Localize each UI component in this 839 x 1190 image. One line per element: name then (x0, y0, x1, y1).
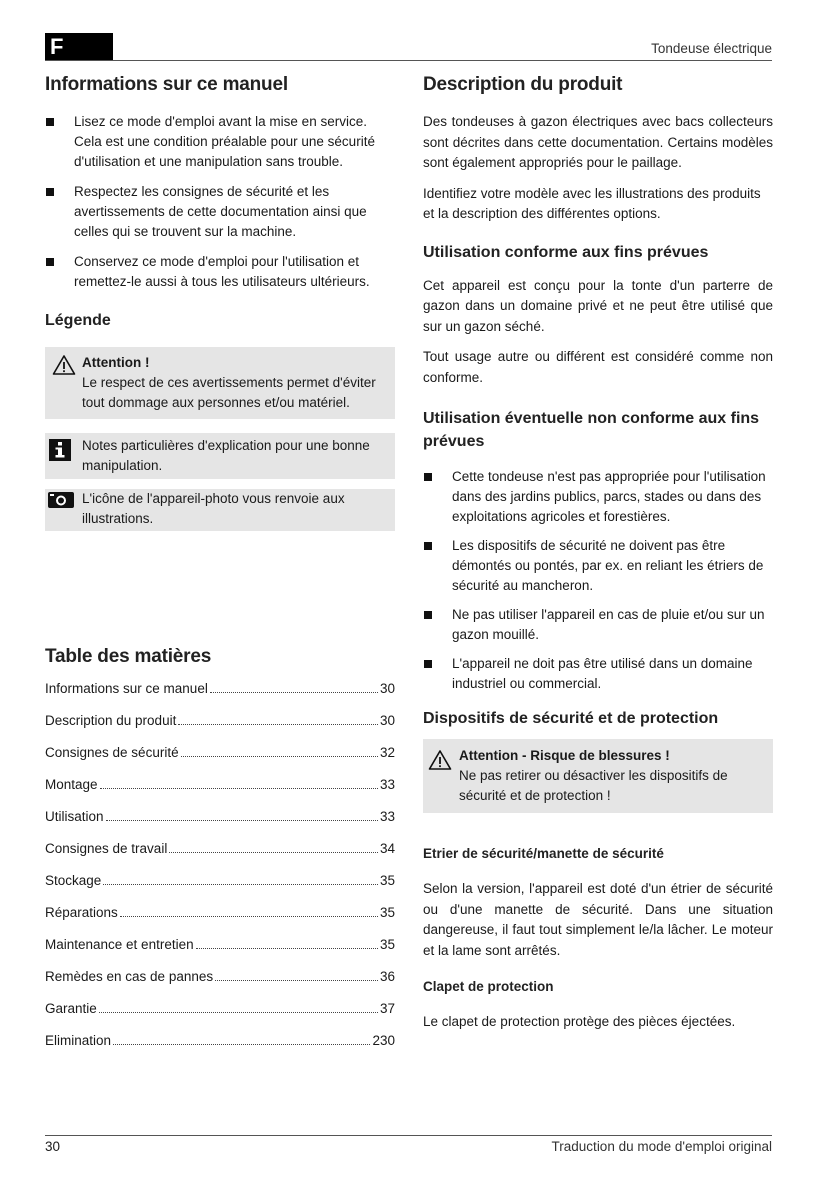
info-legend-text: Notes particulières d'explication pour une bonne manipulation. (82, 438, 370, 473)
toc-entry-label: Consignes de travail (45, 841, 168, 856)
list-item: Lisez ce mode d'emploi avant la mise en service. Cela est une condition préalable pour une sécurité d'utilisation et une manipulation sans trouble. (45, 112, 395, 172)
toc-entry-page: 30 (379, 713, 395, 728)
left-column (45, 74, 395, 1065)
list-item: Cette tondeuse n'est pas appropriée pour l'utilisation dans des jardins publics, parcs, stades ou dans des exploitations agricoles et forestières. (423, 467, 773, 527)
toc-entry-label: Montage (45, 777, 98, 792)
toc-dot-leader (106, 820, 378, 821)
toc-entry-page: 35 (379, 905, 395, 920)
intended-use-heading: Utilisation conforme aux fins prévues (423, 243, 709, 261)
toc-dot-leader (113, 1044, 370, 1045)
toc-heading: Table des matières (45, 646, 212, 667)
list-item: Conservez ce mode d'emploi pour l'utilisation et remettez-le aussi à tous les utilisateurs ultérieurs. (45, 252, 395, 292)
footer-text: Traduction du mode d'emploi original (551, 1139, 772, 1154)
safety-bracket-paragraph: Selon la version, l'appareil est doté d'un étrier de sécurité ou d'une manette de sécurité. Dans une situation dangereuse, il faut tout simplement le/la lâcher. Le moteur et la lame sont arrêtés. (423, 881, 773, 958)
protection-flap-paragraph: Le clapet de protection protège des pièces éjectées. (423, 1014, 736, 1029)
camera-legend-text: L'icône de l'appareil-photo vous renvoie aux illustrations. (82, 491, 345, 526)
language-code: F (50, 34, 64, 59)
manual-info-heading: Informations sur ce manuel (45, 74, 288, 95)
bullet-square-icon (46, 258, 54, 266)
toc-entry-page: 35 (379, 937, 395, 952)
right-column (423, 74, 773, 1033)
non-conform-statement: Tout usage autre ou différent est considéré comme non conforme. (423, 349, 773, 385)
toc-entry-page: 35 (379, 873, 395, 888)
bullet-square-icon (424, 473, 432, 481)
legend-heading: Légende (45, 312, 111, 329)
toc-dot-leader (210, 692, 378, 693)
warning-triangle-icon (52, 354, 76, 381)
info-legend-box (45, 433, 395, 479)
toc-entry-label: Consignes de sécurité (45, 745, 179, 760)
toc-entry-page: 230 (372, 1033, 395, 1048)
toc-entry[interactable] (45, 905, 395, 937)
safety-devices-heading: Dispositifs de sécurité et de protection (423, 710, 719, 727)
page-header (45, 33, 772, 61)
camera-icon (48, 492, 74, 513)
page-footer (45, 1135, 772, 1166)
table-of-contents (45, 681, 395, 1065)
page-number: 30 (45, 1139, 61, 1154)
toc-entry-page: 32 (379, 745, 395, 760)
list-item: Les dispositifs de sécurité ne doivent pas être démontés ou pontés, par ex. en reliant les étriers de sécurité au mancheron. (423, 536, 773, 596)
toc-dot-leader (103, 884, 378, 885)
toc-entry[interactable] (45, 937, 395, 969)
bullet-square-icon (46, 188, 54, 196)
bullet-square-icon (424, 660, 432, 668)
toc-entry[interactable] (45, 809, 395, 841)
attention-legend-title: Attention ! (82, 355, 150, 370)
manual-info-list (45, 112, 395, 292)
toc-dot-leader (181, 756, 378, 757)
injury-warning-title: Attention - Risque de blessures ! (459, 748, 670, 763)
attention-legend-text: Le respect de ces avertissements permet d'éviter tout dommage aux personnes et/ou matériel. (82, 375, 376, 410)
toc-dot-leader (100, 788, 378, 789)
toc-dot-leader (178, 724, 378, 725)
toc-entry-label: Stockage (45, 873, 102, 888)
misuse-heading: Utilisation éventuelle non conforme aux fins prévues (423, 410, 760, 450)
camera-legend-box (45, 489, 395, 531)
bullet-square-icon (424, 542, 432, 550)
injury-warning-box (423, 739, 773, 813)
product-description-heading: Description du produit (423, 74, 623, 95)
toc-entry-label: Maintenance et entretien (45, 937, 194, 952)
toc-entry-page: 37 (379, 1001, 395, 1016)
toc-entry-page: 36 (379, 969, 395, 984)
warning-triangle-icon (428, 749, 452, 776)
language-tab (45, 33, 113, 60)
toc-dot-leader (120, 916, 378, 917)
toc-entry[interactable] (45, 841, 395, 873)
toc-entry[interactable] (45, 969, 395, 1001)
toc-entry-label: Garantie (45, 1001, 97, 1016)
list-item: L'appareil ne doit pas être utilisé dans un domaine industriel ou commercial. (423, 654, 773, 694)
toc-entry-label: Réparations (45, 905, 118, 920)
toc-entry-label: Description du produit (45, 713, 177, 728)
toc-entry-page: 33 (379, 777, 395, 792)
toc-entry-label: Elimination (45, 1033, 112, 1048)
product-description-paragraph: Des tondeuses à gazon électriques avec bacs collecteurs sont décrites dans cette documentation. Certains modèles sont également appropriés pour le paillage. (423, 114, 773, 170)
toc-dot-leader (99, 1012, 378, 1013)
list-item: Ne pas utiliser l'appareil en cas de pluie et/ou sur un gazon mouillé. (423, 605, 773, 645)
toc-entry[interactable] (45, 745, 395, 777)
product-identification-paragraph: Identifiez votre modèle avec les illustrations des produits et la description des différentes options. (423, 185, 761, 221)
list-item: Respectez les consignes de sécurité et les avertissements de cette documentation ainsi que celles qui se trouvent sur la machine. (45, 182, 395, 242)
toc-entry[interactable] (45, 681, 395, 713)
toc-entry[interactable] (45, 1001, 395, 1033)
toc-dot-leader (196, 948, 378, 949)
info-icon (49, 439, 71, 466)
toc-dot-leader (169, 852, 378, 853)
protection-flap-heading: Clapet de protection (423, 979, 554, 994)
toc-entry[interactable] (45, 777, 395, 809)
toc-entry[interactable] (45, 873, 395, 905)
toc-entry-label: Remèdes en cas de pannes (45, 969, 214, 984)
toc-entry-page: 33 (379, 809, 395, 824)
toc-entry-label: Informations sur ce manuel (45, 681, 208, 696)
attention-legend-box (45, 347, 395, 419)
toc-entry[interactable] (45, 1033, 395, 1065)
misuse-list (423, 467, 773, 694)
intended-use-paragraph: Cet appareil est conçu pour la tonte d'un parterre de gazon dans un domaine privé et ne peut être utilisé que sur un gazon séché. (423, 277, 773, 334)
toc-entry-label: Utilisation (45, 809, 104, 824)
toc-entry[interactable] (45, 713, 395, 745)
bullet-square-icon (46, 118, 54, 126)
document-title: Tondeuse électrique (651, 41, 772, 56)
toc-dot-leader (215, 980, 378, 981)
safety-bracket-heading: Etrier de sécurité/manette de sécurité (423, 846, 664, 861)
toc-entry-page: 30 (379, 681, 395, 696)
injury-warning-text: Ne pas retirer ou désactiver les dispositifs de sécurité et de protection ! (459, 768, 728, 803)
bullet-square-icon (424, 611, 432, 619)
toc-entry-page: 34 (379, 841, 395, 856)
